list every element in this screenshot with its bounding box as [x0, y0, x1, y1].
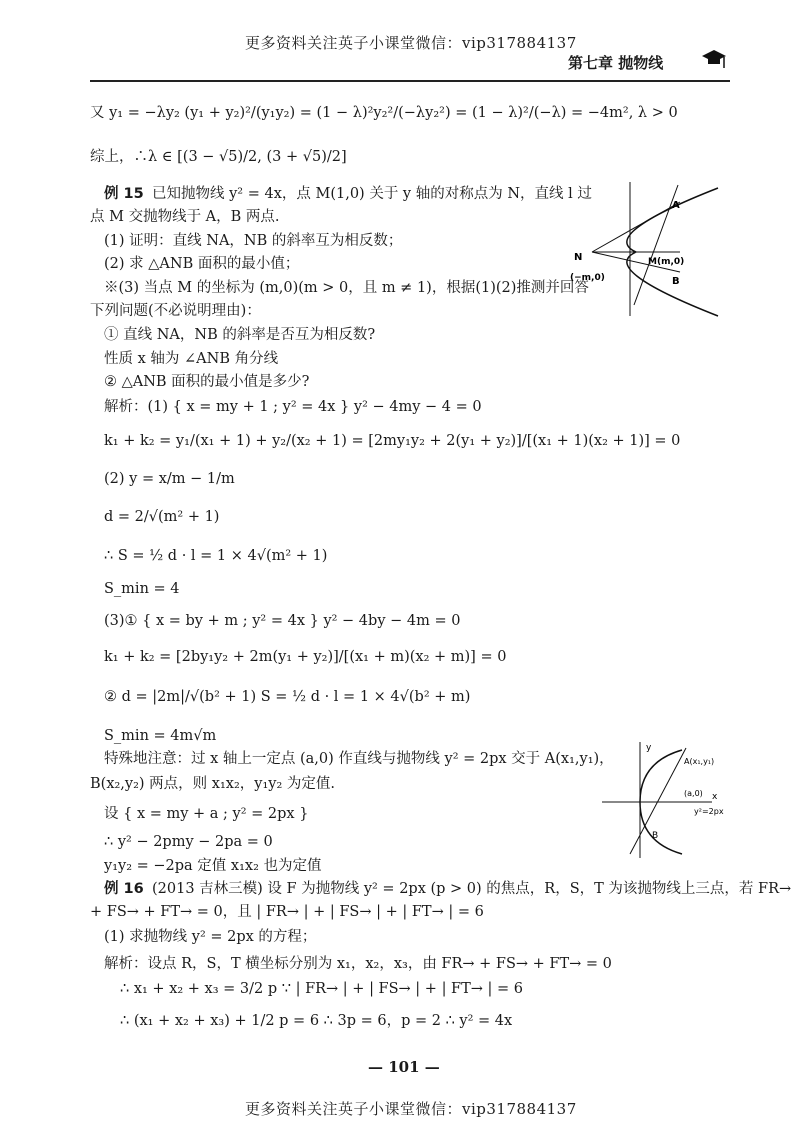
text-line: ① 直线 NA，NB 的斜率是否互为相反数? — [104, 327, 376, 343]
text-line: y₁y₂ = −2pa 定值 x₁x₂ 也为定值 — [104, 858, 322, 874]
text-line: 特殊地注意：过 x 轴上一定点 (a,0) 作直线与抛物线 y² = 2px 交于 A(x₁,y₁)， — [104, 751, 614, 767]
text-line: B(x₂,y₂) 两点，则 x₁x₂，y₁y₂ 为定值. — [90, 776, 335, 792]
text-line: k₁ + k₂ = [2by₁y₂ + 2m(y₁ + y₂)]/[(x₁ + m)(x₂ + m)] = 0 — [104, 649, 507, 665]
chapter-title: 第七章 抛物线 — [568, 54, 664, 72]
text-line: + FS→ + FT→ = 0，且 | FR→ | + | FS→ | + | FT→ | = 6 — [90, 904, 484, 920]
figure2-label-B: B — [652, 831, 659, 841]
text-line: (2) 求 △ANB 面积的最小值； — [104, 256, 300, 272]
figure2-label-x: x — [712, 792, 718, 802]
example-label: 例 15 — [104, 186, 144, 202]
text-line: S_min = 4 — [104, 581, 180, 597]
text-line: ※(3) 当点 M 的坐标为 (m,0)(m > 0，且 m ≠ 1)，根据(1)(2)推测并回答 — [104, 280, 589, 296]
text-line: 下列问题(不必说明理由)： — [90, 303, 261, 319]
figure2-label-y: y — [646, 743, 652, 753]
figure1-label-B: B — [672, 276, 680, 287]
text-line: (1) 求抛物线 y² = 2px 的方程； — [104, 929, 317, 945]
text-line: 性质 x 轴为 ∠ANB 角分线 — [104, 351, 279, 367]
text-line: 已知抛物线 y² = 4x，点 M(1,0) 关于 y 轴的对称点为 N，直线 l 过 — [152, 186, 592, 202]
line-NA — [592, 202, 680, 252]
text-line: 设 { x = my + a ; y² = 2px } — [104, 806, 309, 822]
text-line: ∴ S = ½ d · l = 1 × 4√(m² + 1) — [104, 548, 328, 564]
text-line: d = 2/√(m² + 1) — [104, 509, 220, 525]
watermark-bottom: 更多资料关注英子小课堂微信：vip317884137 — [245, 1100, 577, 1118]
graduation-cap-icon — [700, 48, 728, 70]
figure1-label-M: M(m,0) — [648, 257, 685, 267]
example-label: 例 16 — [104, 881, 144, 897]
text-line: 解析：设点 R，S，T 横坐标分别为 x₁，x₂，x₃，由 FR→ + FS→ + FT→ = 0 — [104, 956, 612, 972]
text-line: 综上，∴λ ∈ [(3 − √5)/2, (3 + √5)/2] — [90, 149, 347, 165]
text-line: 点 M 交抛物线于 A，B 两点. — [90, 209, 280, 225]
text-line: S_min = 4m√m — [104, 728, 217, 744]
text-line: k₁ + k₂ = y₁/(x₁ + 1) + y₂/(x₂ + 1) = [2my₁y₂ + 2(y₁ + y₂)]/[(x₁ + 1)(x₂ + 1)] = 0 — [104, 433, 681, 449]
text-line: (2013 吉林三模) 设 F 为抛物线 y² = 2px (p > 0) 的焦点，R，S，T 为该抛物线上三点，若 FR→ — [152, 881, 792, 897]
text-line: (3)① { x = by + m ; y² = 4x } y² − 4by − 4m = 0 — [104, 613, 461, 629]
text-line: ∴ x₁ + x₂ + x₃ = 3/2 p ∵ | FR→ | + | FS→ | + | FT→ | = 6 — [120, 981, 524, 997]
text-line: (1) 证明：直线 NA，NB 的斜率互为相反数； — [104, 233, 403, 249]
figure1-label-A: A — [672, 200, 680, 211]
page-number: — 101 — — [368, 1058, 440, 1076]
text-line: (2) y = x/m − 1/m — [104, 471, 235, 487]
text-line: 又 y₁ = −λy₂ (y₁ + y₂)²/(y₁y₂) = (1 − λ)²y₂²/(−λy₂²) = (1 − λ)²/(−λ) = −4m², λ > 0 — [90, 105, 678, 121]
figure2-label-A: A(x₁,y₁) — [684, 757, 715, 766]
figure1-label-N-coord: (−m,0) — [570, 273, 605, 283]
figure2-label-eq: y²=2px — [694, 807, 724, 816]
text-line: ∴ y² − 2pmy − 2pa = 0 — [104, 834, 273, 850]
figure1-label-N: N — [574, 252, 583, 263]
text-line: 解析：(1) { x = my + 1 ; y² = 4x } y² − 4my − 4 = 0 — [104, 399, 482, 415]
figure2-label-a: (a,0) — [684, 789, 703, 798]
text-line: ② d = |2m|/√(b² + 1) S = ½ d · l = 1 × 4√(b² + m) — [104, 689, 471, 705]
parabola-figure-2 — [600, 740, 750, 860]
text-line: ② △ANB 面积的最小值是多少? — [104, 374, 310, 390]
header-rule — [90, 80, 730, 82]
watermark-top: 更多资料关注英子小课堂微信：vip317884137 — [245, 34, 577, 52]
text-line: ∴ (x₁ + x₂ + x₃) + 1/2 p = 6 ∴ 3p = 6，p = 2 ∴ y² = 4x — [120, 1013, 513, 1029]
parabola-figure-1 — [568, 180, 738, 320]
